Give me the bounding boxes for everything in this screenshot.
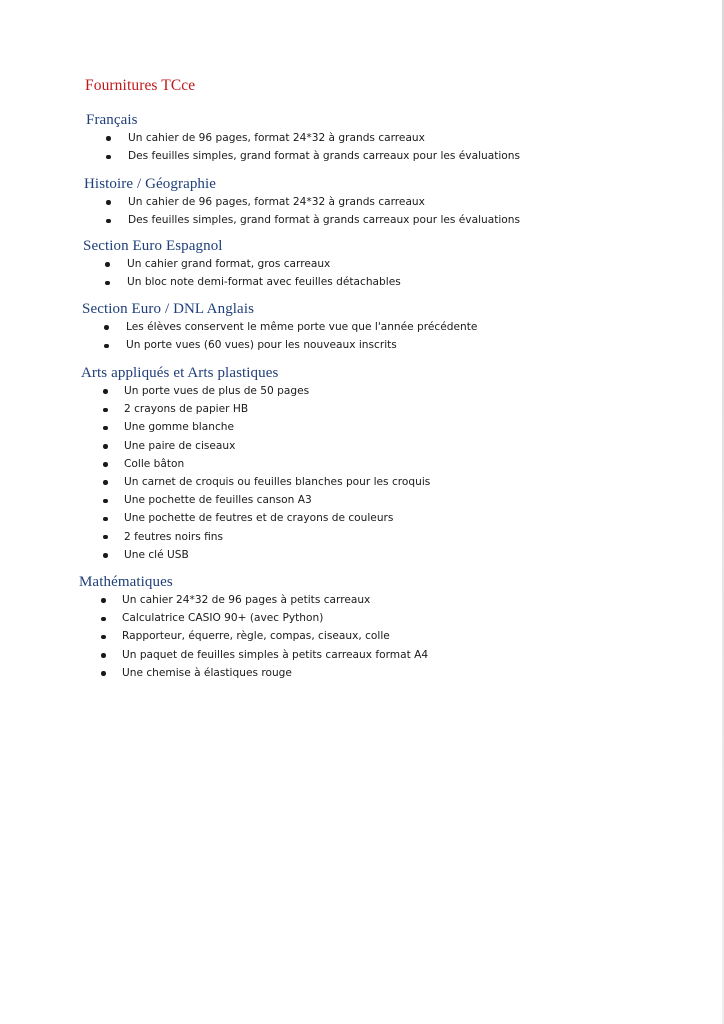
- section-title: Arts appliqués et Arts plastiques: [81, 365, 279, 381]
- list-item-text: Une chemise à élastiques rouge: [122, 666, 292, 679]
- list-item-text: Un carnet de croquis ou feuilles blanches pour les croquis: [124, 475, 431, 488]
- bullet-icon: [105, 281, 110, 286]
- item-list: [0, 129, 700, 165]
- list-item-text: Un cahier grand format, gros carreaux: [127, 258, 331, 270]
- bullet-icon: [101, 653, 106, 658]
- list-item: [0, 129, 700, 147]
- bullet-icon: [106, 136, 111, 141]
- bullet-icon: [106, 219, 111, 224]
- section-1: [0, 111, 700, 165]
- bullet-icon: [104, 344, 109, 349]
- list-item: [0, 491, 700, 509]
- list-item: [0, 255, 700, 273]
- list-item-text: Une gomme blanche: [124, 421, 235, 434]
- bullet-icon: [105, 262, 110, 267]
- section-title: Mathématiques: [79, 574, 173, 590]
- list-item: [0, 591, 700, 609]
- list-item-text: Rapporteur, équerre, règle, compas, ciseaux, colle: [122, 630, 390, 643]
- bullet-icon: [101, 598, 106, 603]
- list-item-text: Un cahier de 96 pages, format 24*32 à grands carreaux: [128, 196, 425, 208]
- bullet-icon: [101, 617, 106, 622]
- list-item-text: Une pochette de feuilles canson A3: [124, 494, 312, 507]
- list-item: [0, 455, 700, 473]
- section-6: [0, 573, 700, 682]
- list-item-text: 2 crayons de papier HB: [124, 403, 249, 416]
- bullet-icon: [103, 553, 108, 558]
- list-item-text: Une pochette de feutres et de crayons de couleurs: [124, 512, 394, 525]
- bullet-icon: [103, 535, 108, 540]
- bullet-icon: [103, 517, 108, 522]
- section-5: [0, 364, 700, 564]
- bullet-icon: [106, 155, 111, 160]
- list-item-text: 2 feutres noirs fins: [124, 530, 224, 543]
- list-item: [0, 546, 700, 564]
- bullet-icon: [101, 635, 106, 640]
- list-item-text: Un porte vues (60 vues) pour les nouveaux inscrits: [126, 339, 397, 352]
- list-item: [0, 147, 700, 165]
- list-item: [0, 418, 700, 436]
- list-item-text: Colle bâton: [124, 457, 185, 470]
- list-item-text: Des feuilles simples, grand format à grands carreaux pour les évaluations: [128, 214, 521, 227]
- item-list: [0, 255, 700, 291]
- section-title: Français: [86, 112, 138, 128]
- list-item: [0, 646, 700, 664]
- list-item-text: Calculatrice CASIO 90+ (avec Python): [122, 612, 324, 625]
- item-list: [0, 591, 700, 682]
- list-item: [0, 400, 700, 418]
- list-item: [0, 211, 700, 229]
- list-item-text: Une paire de ciseaux: [124, 439, 236, 452]
- item-list: [0, 382, 700, 564]
- list-item: [0, 627, 700, 645]
- list-item: [0, 473, 700, 491]
- list-item-text: Un bloc note demi-format avec feuilles détachables: [127, 276, 401, 289]
- list-item-text: Des feuilles simples, grand format à grands carreaux pour les évaluations: [128, 150, 521, 163]
- list-item-text: Un cahier de 96 pages, format 24*32 à grands carreaux: [128, 132, 425, 144]
- section-title: Histoire / Géographie: [84, 176, 217, 192]
- section-title: Section Euro Espagnol: [83, 238, 223, 254]
- item-list: [0, 318, 700, 354]
- list-item: [0, 273, 700, 291]
- list-item: [0, 336, 700, 354]
- section-title: Section Euro / DNL Anglais: [82, 301, 255, 317]
- list-item: [0, 382, 700, 400]
- bullet-icon: [103, 408, 108, 413]
- list-item: [0, 609, 700, 627]
- bullet-icon: [101, 671, 106, 676]
- document-title: Fournitures TCce: [85, 77, 196, 94]
- list-item-text: Une clé USB: [124, 548, 189, 561]
- bullet-icon: [103, 480, 108, 485]
- bullet-icon: [106, 200, 111, 205]
- bullet-icon: [103, 389, 108, 394]
- list-item-text: Les élèves conservent le même porte vue que l'année précédente: [126, 321, 478, 333]
- bullet-icon: [103, 462, 108, 467]
- list-item-text: Un porte vues de plus de 50 pages: [124, 385, 310, 397]
- list-item: [0, 318, 700, 336]
- bullet-icon: [103, 499, 108, 504]
- section-2: [0, 175, 700, 229]
- section-3: [0, 237, 700, 291]
- section-4: [0, 300, 700, 354]
- bullet-icon: [103, 444, 108, 449]
- list-item: [0, 193, 700, 211]
- list-item: [0, 664, 700, 682]
- list-item-text: Un paquet de feuilles simples à petits carreaux format A4: [122, 648, 429, 661]
- list-item: [0, 528, 700, 546]
- bullet-icon: [104, 325, 109, 330]
- list-item: [0, 437, 700, 455]
- bullet-icon: [103, 426, 108, 431]
- item-list: [0, 193, 700, 229]
- list-item: [0, 509, 700, 527]
- list-item-text: Un cahier 24*32 de 96 pages à petits carreaux: [122, 594, 371, 606]
